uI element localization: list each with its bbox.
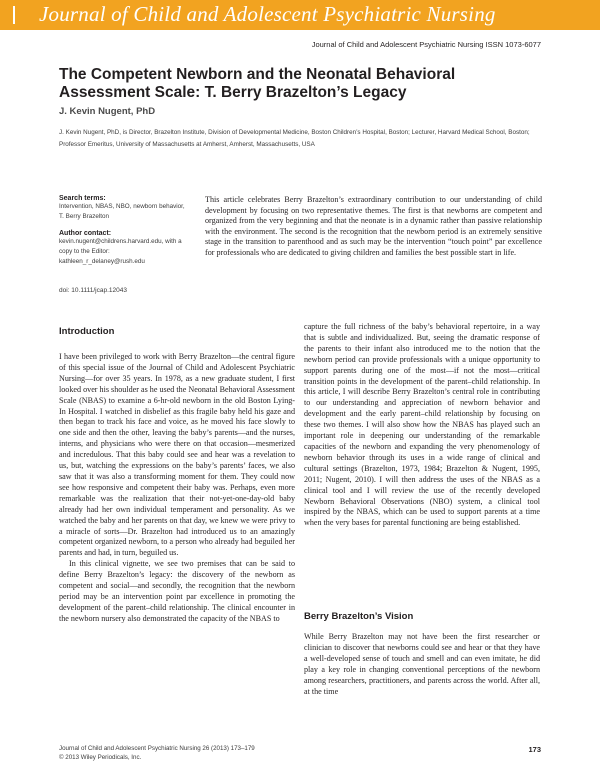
journal-banner [0, 0, 600, 30]
author-contact: kevin.nugent@childrens.harvard.edu, with a copy to the Editor: kathleen_r_delaney@rush.edu [59, 238, 182, 265]
journal-issn-line: Journal of Child and Adolescent Psychiatric Nursing ISSN 1073-6077 [311, 40, 541, 49]
article-sidebar [59, 195, 189, 267]
banner-journal-title: Journal of Child and Adolescent Psychiatric Nursing [39, 2, 496, 26]
intro-paragraph-3: capture the full richness of the baby’s behavioral repertoire, in a way that is subtle and individualized. But, seeing the dramatic response of the parents to their infant also introduced me to the notion that the newborn period can provide professionals with a unique opportunity to support parents during one of the most—if not the most—critical transition points in the development of the parent–child relationship. In this article, I will describe Berry Brazelton’s central role in contributing to our understanding and appreciation of newborn behavior and development and the early parent–child relationship by focusing on these two themes. I will also show how the NBAS has played such an important role in deepening our understanding of the remarkable capacities of the newborn and expanding the very phenomenology of newborn behavior through its uses in a wide range of clinical and cultural settings (Brazelton, 1973, 1984; Brazelton & Nugent, 1995, 2011; Nugent, 2010). I will then address the uses of the NBAS as a clinical tool and I will review the use of the recently developed Newborn Behavioral Observations (NBO) system, a clinical tool inspired by the NBAS, which can be used to support parents at a time when the very bases for parental functioning are being established. [304, 322, 540, 528]
citation-text: Journal of Child and Adolescent Psychiatric Nursing 26 (2013) 173–179 [59, 745, 255, 752]
vision-paragraph-1: While Berry Brazelton may not have been the first researcher or clinician to discover that newborns could see and hear or that they have a well-developed sense of touch and smell and can even imitate, he did play a key role in changing conventional perceptions of the newborn among researchers, practitioners, and parents across the world. After all, at the time [304, 632, 540, 696]
search-terms-heading: Search terms: [59, 195, 106, 202]
abstract: This article celebrates Berry Brazelton’s extraordinary contribution to our understanding of child development by focusing on two representative themes. The first is that newborns are competent and organized from the very beginning and that the neonate is in a dynamic rather than passive relationship with the environment. The second is the recognition that the newborn period is an extremely sensitive stage in the transition to parenthood and as such may be the intervention “touch point” par excellence for professionals who are dedicated to giving children and families the best possible start in life. [205, 195, 542, 257]
column-left [59, 352, 295, 625]
doi: doi: 10.1111/jcap.12043 [59, 287, 127, 294]
author-affiliation: J. Kevin Nugent, PhD, is Director, Brazelton Institute, Division of Developmental Medicine, Boston Children’s Hospital, Boston; Lecturer, Harvard Medical School, Boston; Professor Emeritus, University of Massachusetts at Amherst, Amherst, Massachusetts, USA [59, 129, 530, 148]
footer-citation [59, 745, 255, 762]
author-contact-heading: Author contact: [59, 230, 112, 237]
copyright-text: © 2013 Wiley Periodicals, Inc. [59, 753, 142, 761]
intro-paragraph-1: I have been privileged to work with Berry Brazelton—the central figure of this special issue of the Journal of Child and Adolescent Psychiatric Nursing—for over 35 years. In 1978, as a new graduate student, I first looked over his shoulder as he used the Neonatal Behavioral Assessment Scale (NBAS) to examine a 6-hr-old newborn in the old Boston Lying-In Hospital. I watched in disbelief as this fragile baby held his gaze and then began to track his face and voice, as he moved his face slowly to one side and then the other, leaving the baby’s parents—and the nurses, interns, and physicians who were there on that occasion—mesmerized and incredulous. That this baby could see and hear was a revelation to us, but, watching the expressions on the baby’s parents’ faces, we also saw that it was also a transforming moment for them. They could now see how responsive and competent their baby was. Perhaps, even more remarkable was the realization that their not-yet-one-day-old baby already had her own individual temperament and personality. As we watched the baby and her parents on that day, we knew we were privy to a miracle of sorts—Dr. Brazelton had introduced us to an amazingly competent organized newborn, to a person who already had beguiled her parents and had, in turn, beguiled us. [59, 352, 295, 558]
page-number: 173 [528, 745, 541, 754]
article-title: The Competent Newborn and the Neonatal Behavioral Assessment Scale: T. Berry Brazelton’s Legacy [59, 66, 456, 101]
banner-tick-mark [13, 6, 15, 24]
intro-paragraph-2: In this clinical vignette, we see two premises that can be said to define Berry Brazelton’s legacy: the discovery of the newborn as competent and social—and secondly, the recognition that the newborn period may be an intervention point par excellence in promoting the development of the parent–child relationship. The clinical encounter in the newborn nursery also demonstrated the capacity of the NBAS to [59, 559, 295, 623]
article-author: J. Kevin Nugent, PhD [59, 106, 156, 117]
column-right-lower [304, 632, 540, 697]
search-terms: Intervention, NBAS, NBO, newborn behavior, T. Berry Brazelton [59, 203, 185, 220]
column-right [304, 322, 540, 529]
vision-heading: Berry Brazelton’s Vision [304, 611, 414, 622]
introduction-heading: Introduction [59, 326, 115, 337]
